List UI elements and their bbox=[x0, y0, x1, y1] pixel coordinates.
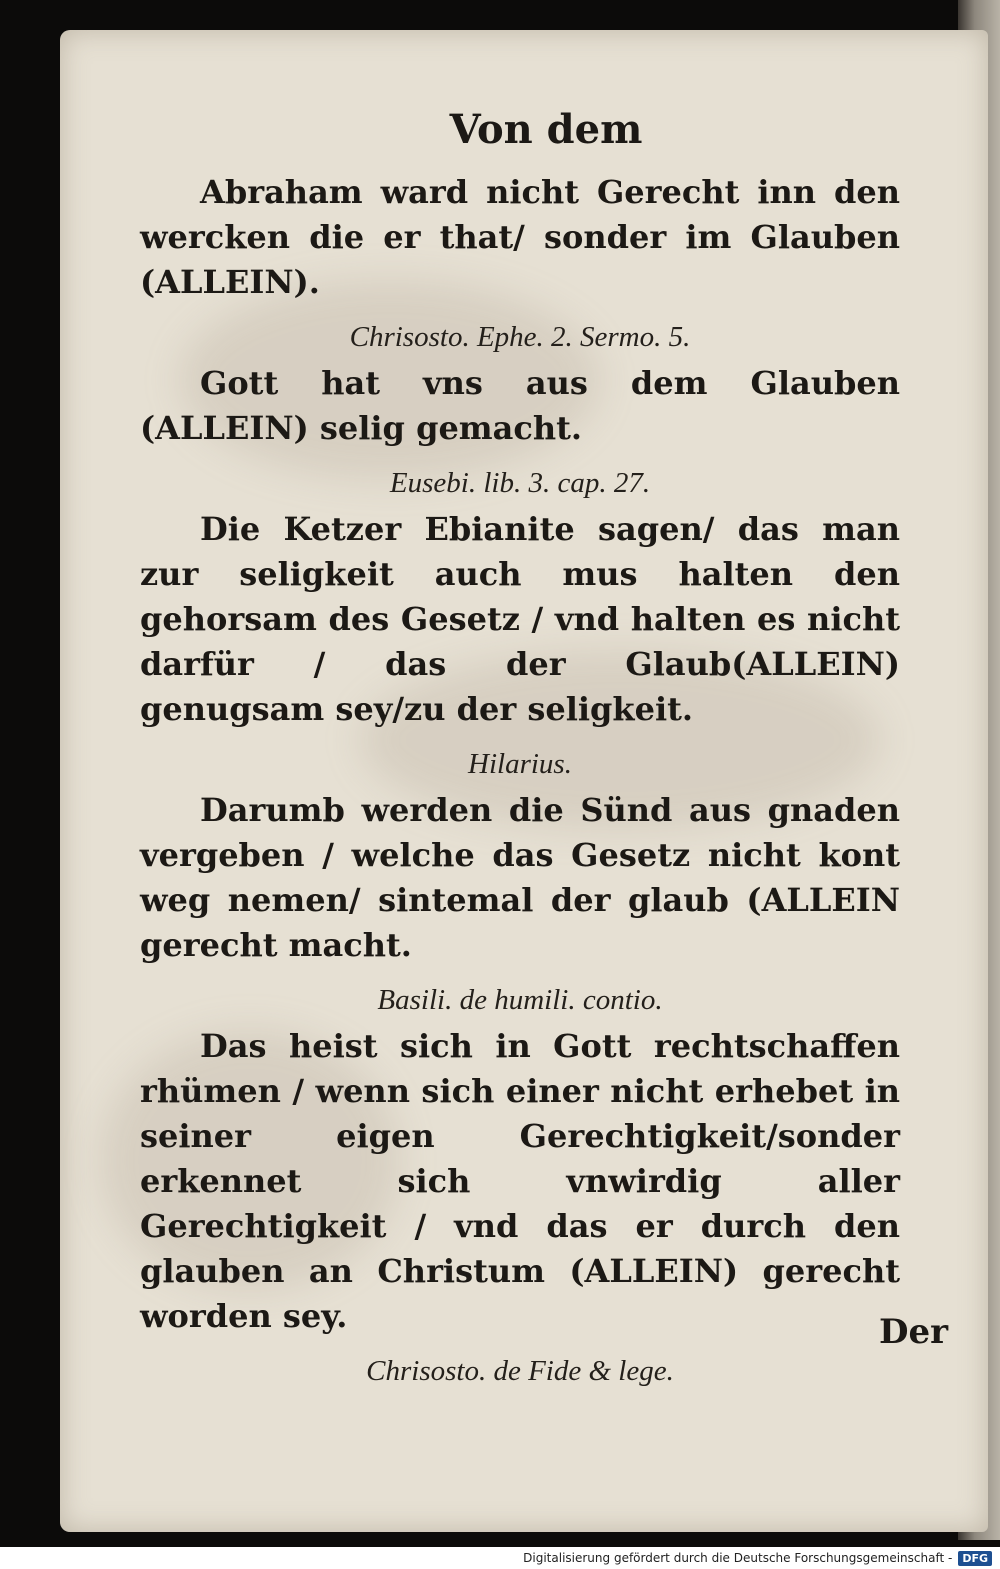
citation-hilarius: Hilarius. bbox=[468, 748, 572, 780]
paragraph-heist: Das heist sich in Gott rechtschaffen rhümen / wenn sich einer nicht erhebet in seiner eigen Gerechtigkeit/sonder erkennet sich vnwirdig aller Gerechtigkeit / vnd das er durch den glauben an Christum (ALLEIN) gerecht worden sey. bbox=[140, 1027, 900, 1335]
paragraph-darumb: Darumb werden die Sünd aus gnaden vergeben / welche das Gesetz nicht kont weg nemen/ sintemal der glaub (ALLEIN gerecht macht. bbox=[140, 791, 900, 964]
citation-basilius: Basili. de humili. contio. bbox=[377, 984, 663, 1016]
paragraph-abraham: Abraham ward nicht Gerecht inn den wercken die er that/ sonder im Glauben (ALLEIN). bbox=[140, 173, 900, 301]
page-body bbox=[140, 170, 900, 1389]
page-title: Von dem bbox=[449, 106, 643, 153]
citation-eusebius: Eusebi. lib. 3. cap. 27. bbox=[389, 467, 651, 499]
paragraph-ketzer: Die Ketzer Ebianite sagen/ das man zur seligkeit auch mus halten den gehorsam des Gesetz / vnd halten es nicht darfür / das der Glaub(ALLEIN) genugsam sey/zu der seligkeit. bbox=[140, 510, 900, 728]
citation-chrysostom-fide: Chrisosto. de Fide & lege. bbox=[366, 1355, 674, 1387]
catchword: Der bbox=[878, 1312, 948, 1352]
footer-credit-bar bbox=[0, 1547, 1000, 1569]
footer-credit-text: Digitalisierung gefördert durch die Deutsche Forschungsgemeinschaft - bbox=[523, 1551, 953, 1565]
dfg-logo-icon: DFG bbox=[958, 1551, 992, 1566]
paragraph-gott: Gott hat vns aus dem Glauben (ALLEIN) selig gemacht. bbox=[140, 364, 900, 447]
citation-chrysostom-ephe: Chrisosto. Ephe. 2. Sermo. 5. bbox=[349, 321, 691, 353]
